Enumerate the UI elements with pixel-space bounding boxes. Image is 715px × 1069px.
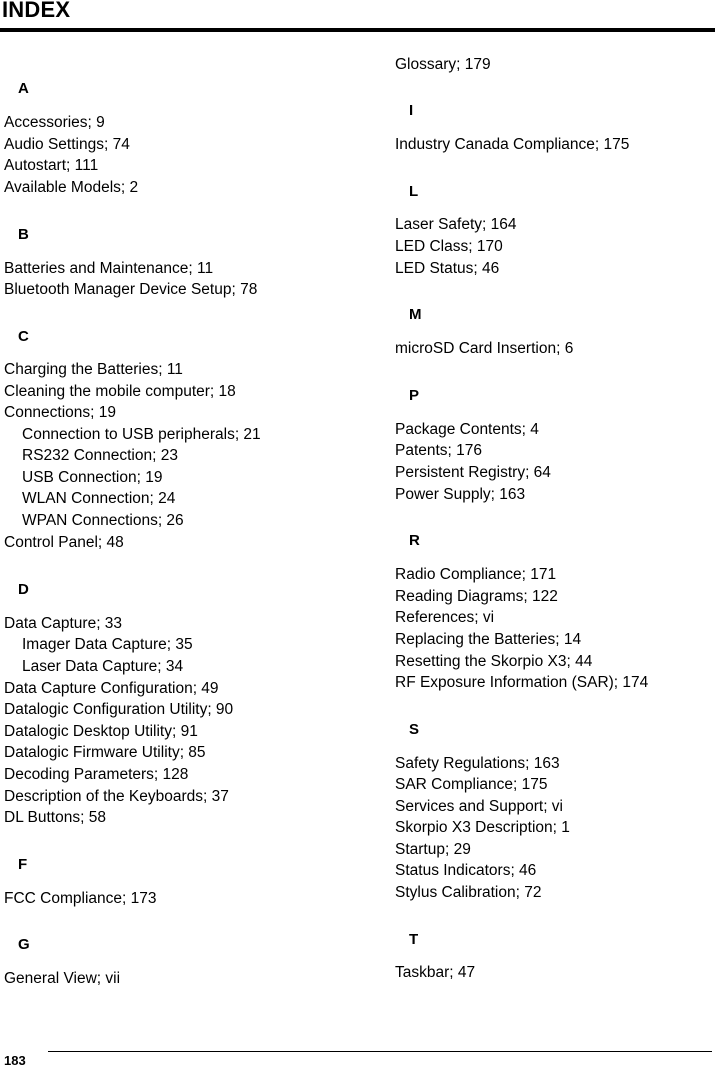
index-entry: Datalogic Desktop Utility; 91: [4, 723, 198, 740]
index-entry: Persistent Registry; 64: [395, 464, 551, 481]
index-entry: Resetting the Skorpio X3; 44: [395, 653, 593, 670]
footer-divider: [48, 1051, 712, 1052]
page-title: INDEX: [2, 0, 71, 22]
index-entry: Bluetooth Manager Device Setup; 78: [4, 281, 258, 298]
index-entry: Power Supply; 163: [395, 486, 526, 503]
index-entry: Data Capture Configuration; 49: [4, 680, 219, 697]
index-entry: Reading Diagrams; 122: [395, 588, 558, 605]
index-entry: Data Capture; 33: [4, 615, 123, 632]
index-subentry: RS232 Connection; 23: [22, 447, 178, 464]
index-entry: RF Exposure Information (SAR); 174: [395, 674, 649, 691]
index-entry: Services and Support; vi: [395, 798, 564, 815]
index-entry: LED Class; 170: [395, 238, 503, 255]
index-letter-heading: D: [18, 581, 29, 598]
index-entry: Skorpio X3 Description; 1: [395, 819, 570, 836]
index-subentry: USB Connection; 19: [22, 469, 163, 486]
index-entry: LED Status; 46: [395, 260, 500, 277]
index-subentry: Imager Data Capture; 35: [22, 636, 193, 653]
index-subentry: Laser Data Capture; 34: [22, 658, 184, 675]
index-letter-heading: A: [18, 80, 29, 97]
index-entry: Cleaning the mobile computer; 18: [4, 383, 236, 400]
index-entry: General View; vii: [4, 970, 121, 987]
index-entry: Available Models; 2: [4, 179, 139, 196]
index-entry: Autostart; 111: [4, 157, 99, 174]
index-entry: Laser Safety; 164: [395, 216, 517, 233]
index-entry: Stylus Calibration; 72: [395, 884, 542, 901]
index-entry: Safety Regulations; 163: [395, 755, 560, 772]
index-entry: Accessories; 9: [4, 114, 105, 131]
index-entry: Patents; 176: [395, 442, 483, 459]
title-divider: [0, 28, 715, 32]
index-letter-heading: R: [409, 532, 420, 549]
index-entry: Industry Canada Compliance; 175: [395, 136, 630, 153]
page-number: 183: [4, 1053, 26, 1068]
index-subentry: WPAN Connections; 26: [22, 512, 184, 529]
index-entry: References; vi: [395, 609, 495, 626]
index-letter-heading: T: [409, 931, 419, 948]
index-entry: Startup; 29: [395, 841, 471, 858]
index-entry: Glossary; 179: [395, 56, 491, 73]
index-entry: SAR Compliance; 175: [395, 776, 548, 793]
index-letter-heading: B: [18, 226, 29, 243]
index-entry: Description of the Keyboards; 37: [4, 788, 229, 805]
index-letter-heading: G: [18, 936, 30, 953]
index-entry: Batteries and Maintenance; 11: [4, 260, 214, 277]
index-letter-heading: L: [409, 183, 419, 200]
index-entry: Taskbar; 47: [395, 964, 476, 981]
index-letter-heading: F: [18, 856, 28, 873]
index-letter-heading: S: [409, 721, 420, 738]
index-entry: Control Panel; 48: [4, 534, 124, 551]
index-entry: Datalogic Firmware Utility; 85: [4, 744, 206, 761]
index-entry: Datalogic Configuration Utility; 90: [4, 701, 234, 718]
index-letter-heading: I: [409, 102, 414, 119]
index-letter-heading: P: [409, 387, 420, 404]
index-entry: Audio Settings; 74: [4, 136, 130, 153]
index-entry: Status Indicators; 46: [395, 862, 537, 879]
index-entry: Radio Compliance; 171: [395, 566, 557, 583]
index-entry: Connections; 19: [4, 404, 117, 421]
index-subentry: Connection to USB peripherals; 21: [22, 426, 261, 443]
index-entry: microSD Card Insertion; 6: [395, 340, 574, 357]
index-letter-heading: C: [18, 328, 29, 345]
index-entry: Decoding Parameters; 128: [4, 766, 189, 783]
index-entry: Replacing the Batteries; 14: [395, 631, 582, 648]
index-entry: FCC Compliance; 173: [4, 890, 157, 907]
index-entry: Package Contents; 4: [395, 421, 539, 438]
index-letter-heading: M: [409, 306, 422, 323]
index-subentry: WLAN Connection; 24: [22, 490, 176, 507]
index-entry: DL Buttons; 58: [4, 809, 106, 826]
index-entry: Charging the Batteries; 11: [4, 361, 183, 378]
